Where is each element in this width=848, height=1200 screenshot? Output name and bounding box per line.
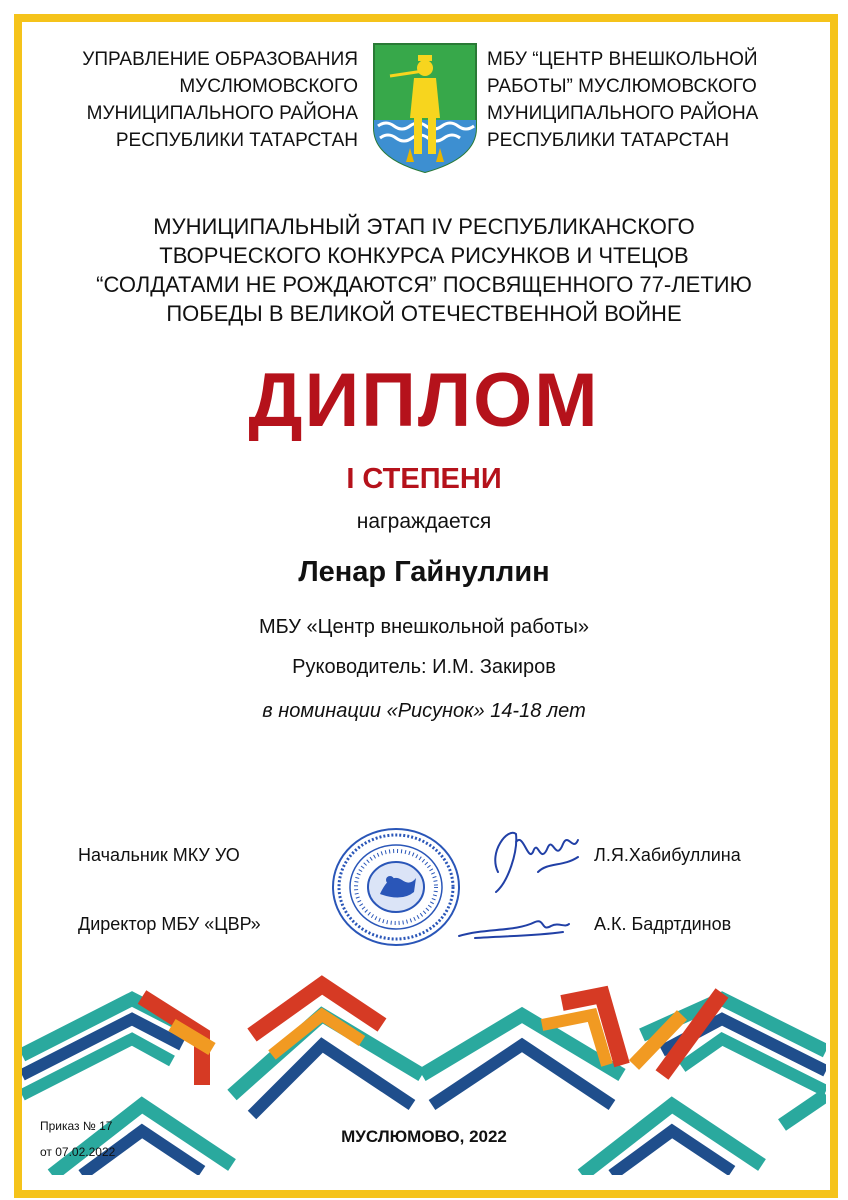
order-date: от 07.02.2022: [40, 1145, 116, 1159]
city-year: МУСЛЮМОВО, 2022: [341, 1127, 507, 1146]
diploma-title: ДИПЛОМ: [248, 358, 600, 443]
leader-line: Руководитель: И.М. Закиров: [292, 656, 556, 678]
signatory-name-1: Л.Я.Хабибуллина: [594, 845, 741, 865]
recipient-name: Ленар Гайнуллин: [298, 556, 550, 588]
awarded-text: награждается: [356, 510, 492, 533]
header-left-org: УПРАВЛЕНИЕ ОБРАЗОВАНИЯ МУСЛЮМОВСКОГО МУНИЦИПАЛЬНОГО РАЙОНА РЕСПУБЛИКИ ТАТАРСТАН: [82, 49, 358, 151]
signatory-title-1: Начальник МКУ УО: [78, 845, 240, 865]
diploma-degree: I СТЕПЕНИ: [346, 463, 502, 495]
official-stamp-icon: [330, 826, 462, 948]
signatory-name-2: А.К. Бадртдинов: [594, 914, 732, 934]
contest-title: МУНИЦИПАЛЬНЫЙ ЭТАП IV РЕСПУБЛИКАНСКОГО ТВОРЧЕСКОГО КОНКУРСА РИСУНКОВ И ЧТЕЦОВ “СОЛДАТАМИ НЕ РОЖДАЮТСЯ” ПОСВЯЩЕННОГО 77-ЛЕТИЮ ПОБЕДЫ В ВЕЛИКОЙ ОТЕЧЕСТВЕННОЙ ВОЙНЕ: [96, 214, 752, 326]
header-right-org: МБУ “ЦЕНТР ВНЕШКОЛЬНОЙ РАБОТЫ” МУСЛЮМОВСКОГО МУНИЦИПАЛЬНОГО РАЙОНА РЕСПУБЛИКИ ТАТАРСТАН: [487, 49, 759, 151]
coat-of-arms-icon: [370, 40, 480, 174]
signatory-title-2: Директор МБУ «ЦВР»: [78, 914, 261, 934]
nomination-line: в номинации «Рисунок» 14-18 лет: [262, 700, 586, 722]
order-number: Приказ № 17: [40, 1119, 113, 1133]
recipient-organization: МБУ «Центр внешкольной работы»: [258, 616, 590, 638]
signature-2: [455, 910, 573, 946]
signature-1: [478, 822, 588, 898]
